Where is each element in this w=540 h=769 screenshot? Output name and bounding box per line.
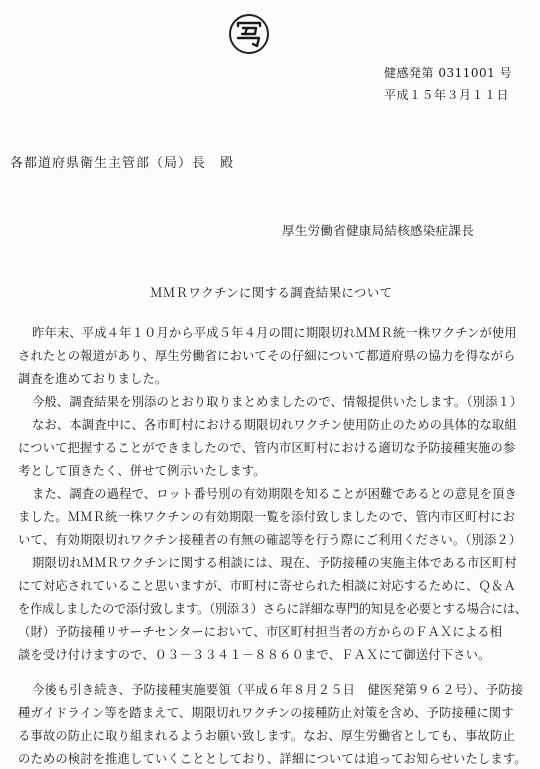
- body-line: にて対応されていること思いますが、市町村に寄せられた相談に対応するために、Ｑ＆Ａ: [18, 579, 516, 593]
- body-line: ました。ＭＭＲ統一株ワクチンの有効期限一覧を添付致しましたので、管内市区町村にお: [18, 510, 516, 524]
- copy-seal-stamp: [229, 14, 269, 54]
- body-line: 期限切れＭＭＲワクチンに関する相談には、現在、予防接種の実施主体である市区町村: [32, 556, 517, 570]
- copy-kanji-seal-icon: [234, 19, 264, 49]
- body-line: 昨年末、平成４年１０月から平成５年４月の間に期限切れＭＭＲ統一株ワクチンが使用: [32, 326, 517, 340]
- body-line: 今後も引き続き、予防接種実施要領（平成６年８月２５日 健医発第９６２号）、予防接: [32, 683, 524, 697]
- body-line: について把握することができましたので、管内市区町村における適切な予防接種実施の参: [18, 441, 516, 455]
- body-line: 種ガイドライン等を踏まえて、期限切れワクチンの接種防止対策を含め、予防接種に関す: [18, 706, 514, 720]
- body-line: されたとの報道があり、厚生労働省においてその仔細について都道府県の協力を得ながら: [18, 349, 516, 363]
- body-line: る事故の防止に取り組まれるようお願い致します。なお、厚生労働省としても、事故防止: [18, 729, 515, 743]
- document-title: ＭＭＲワクチンに関する調査結果について: [150, 285, 393, 300]
- body-line: 考として頂きたく、併せて例示いたします。: [18, 464, 266, 478]
- document-date: 平成１５年３月１１日: [384, 88, 510, 102]
- body-line: いて、有効期限切れワクチン接種者の有無の確認等を行う際にご利用ください。（別添２）: [18, 533, 522, 547]
- body-line: （財）予防接種リサーチセンターにおいて、市区町村担当者の方からのＦＡＸによる相: [18, 625, 503, 639]
- body-line: 調査を進めておりました。: [18, 372, 168, 386]
- body-line: のための検討を推進していくこととしており、詳細については追ってお知らせいたします。: [18, 752, 527, 766]
- body-line: 今般、調査結果を別添のとおり取りまとめましたので、情報提供いたします。（別添１）: [32, 395, 523, 409]
- addressee: 各都道府県衛生主管部（局）長 殿: [10, 156, 235, 171]
- body-line: また、調査の過程で、ロット番号別の有効期限を知ることが困難であるとの意見を頂き: [32, 487, 517, 501]
- body-line: 談を受け付けますので、０３－３３４１－８８６０まで、ＦＡＸにて御送付下さい。: [18, 648, 491, 662]
- body-line: を作成しましたので添付致します。（別添３）さらに詳細な専門的知見を必要とする場合には、: [18, 602, 527, 616]
- body-line: なお、本調査中に、各市町村における期限切れワクチン使用防止のための具体的な取組: [32, 418, 517, 432]
- document-number: 健感発第 0311001 号: [384, 66, 513, 80]
- sender: 厚生労働省健康局結核感染症課長: [282, 223, 475, 238]
